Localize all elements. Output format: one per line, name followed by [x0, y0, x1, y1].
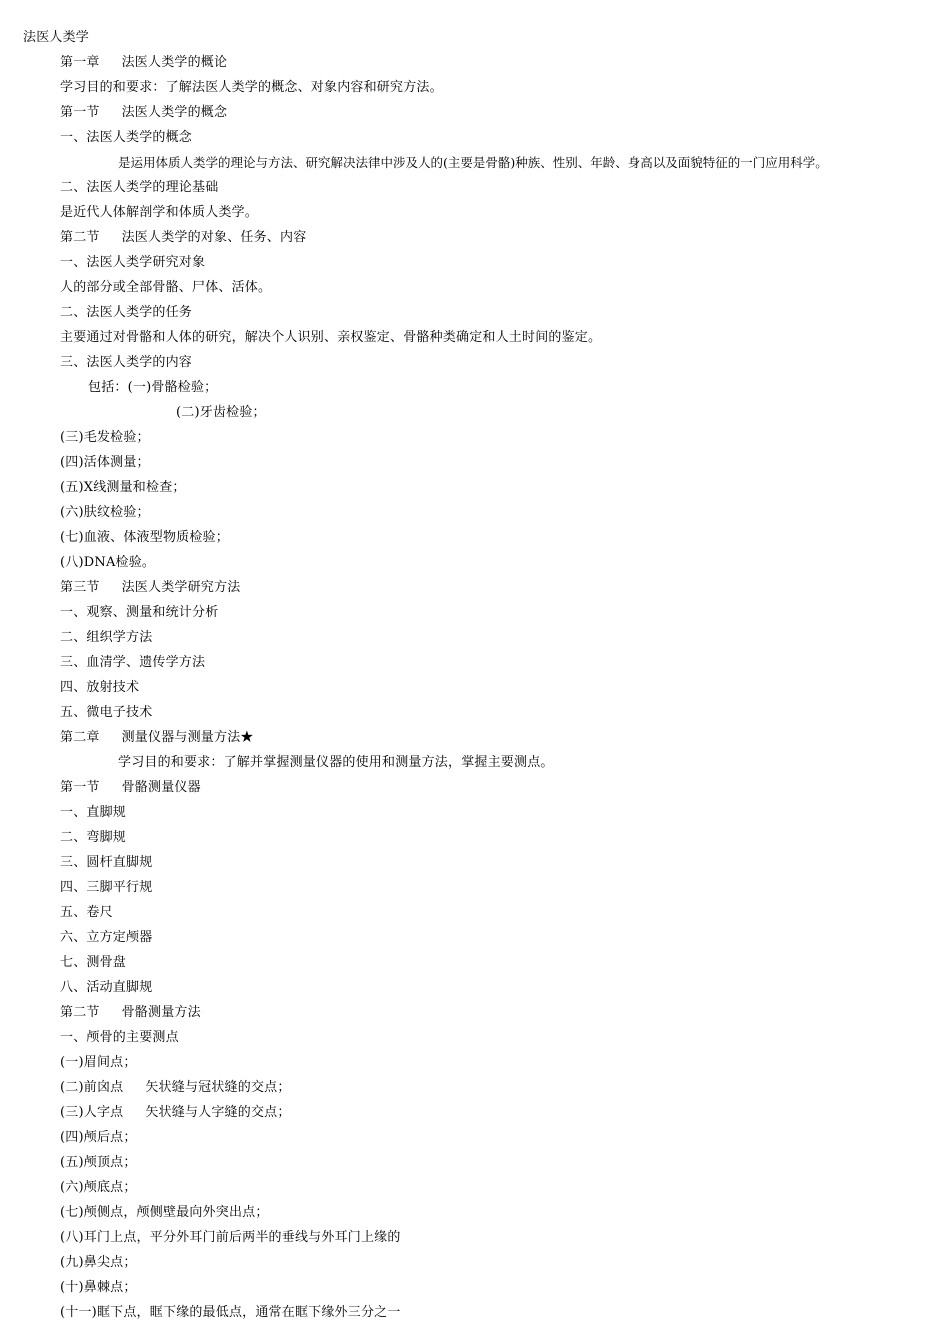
method-item: 四、放射技术 — [60, 680, 140, 695]
content-item: (三)毛发检验； — [60, 430, 150, 445]
section-1-1-title: 法医人类学的概念 — [121, 105, 228, 120]
section-1-2-heading — [60, 225, 306, 250]
subheading-concept: 一、法医人类学的概念 — [60, 130, 193, 145]
section-2-2-label: 第二节 — [60, 1005, 100, 1020]
subheading-theory: 二、法医人类学的理论基础 — [60, 180, 219, 195]
subheading-task: 二、法医人类学的任务 — [60, 305, 193, 320]
skull-point-name: (十)鼻棘点； — [60, 1280, 137, 1295]
skull-point-name: (一)眉间点； — [60, 1055, 137, 1070]
instrument-item: 三、圆杆直脚规 — [60, 855, 153, 870]
skull-point-name: (六)颅底点； — [60, 1180, 137, 1195]
skull-point — [60, 1050, 137, 1075]
instrument-item: 四、三脚平行规 — [60, 880, 153, 895]
subheading-content: 三、法医人类学的内容 — [60, 355, 193, 370]
section-2-2-title: 骨骼测量方法 — [121, 1005, 201, 1020]
instrument-item: 六、立方定颅器 — [60, 930, 153, 945]
instrument-item: 五、卷尺 — [60, 905, 113, 920]
skull-point — [60, 1275, 137, 1300]
section-1-2-label: 第二节 — [60, 230, 100, 245]
skull-point-desc: 矢状缝与人字缝的交点； — [145, 1105, 291, 1120]
paragraph-object: 人的部分或全部骨骼、尸体、活体。 — [60, 280, 272, 295]
section-1-3-label: 第三节 — [60, 580, 100, 595]
method-item: 三、血清学、遗传学方法 — [60, 655, 206, 670]
section-1-3-heading — [60, 575, 240, 600]
chapter-1-heading — [60, 50, 227, 75]
section-2-2-heading — [60, 1000, 201, 1025]
skull-point — [60, 1200, 269, 1225]
skull-point — [60, 1175, 137, 1200]
section-2-1-title: 骨骼测量仪器 — [121, 780, 201, 795]
skull-point-name: (四)颅后点； — [60, 1130, 137, 1145]
instrument-item: 七、测骨盘 — [60, 955, 127, 970]
section-1-2-title: 法医人类学的对象、任务、内容 — [121, 230, 307, 245]
skull-point-name: (三)人字点 — [60, 1105, 124, 1120]
skull-point-name: (七)颅侧点，颅侧壁最向外突出点； — [60, 1205, 269, 1220]
skull-point — [60, 1250, 137, 1275]
section-2-1-label: 第一节 — [60, 780, 100, 795]
content-intro: 包括：(一)骨骼检验； — [88, 380, 218, 395]
subheading-skull-points: 一、颅骨的主要测点 — [60, 1030, 179, 1045]
method-item: 一、观察、测量和统计分析 — [60, 605, 219, 620]
method-item: 二、组织学方法 — [60, 630, 153, 645]
section-1-1-heading — [60, 100, 227, 125]
skull-point-desc: 矢状缝与冠状缝的交点； — [145, 1080, 291, 1095]
content-item: (四)活体测量； — [60, 455, 150, 470]
skull-point — [60, 1225, 401, 1250]
section-1-1-label: 第一节 — [60, 105, 100, 120]
section-1-3-title: 法医人类学研究方法 — [121, 580, 241, 595]
content-item: (二)牙齿检验； — [176, 405, 266, 420]
method-item: 五、微电子技术 — [60, 705, 153, 720]
instrument-item: 一、直脚规 — [60, 805, 127, 820]
skull-point — [60, 1075, 291, 1100]
skull-point-name: (五)颅顶点； — [60, 1155, 137, 1170]
skull-point — [60, 1300, 401, 1325]
skull-point — [60, 1150, 137, 1175]
chapter-1-title: 法医人类学的概论 — [121, 55, 228, 70]
content-item: (五)X线测量和检查； — [60, 480, 186, 495]
chapter-2-objectives: 学习目的和要求：了解并掌握测量仪器的使用和测量方法，掌握主要测点。 — [118, 755, 554, 770]
skull-point-name: (八)耳门上点，平分外耳门前后两半的垂线与外耳门上缘的 — [60, 1230, 401, 1245]
paragraph-theory: 是近代人体解剖学和体质人类学。 — [60, 205, 259, 220]
chapter-2-heading — [60, 725, 254, 750]
instrument-item: 二、弯脚规 — [60, 830, 127, 845]
skull-point-name: (十一)眶下点，眶下缘的最低点，通常在眶下缘外三分之一 — [60, 1305, 401, 1320]
subheading-object: 一、法医人类学研究对象 — [60, 255, 206, 270]
chapter-1-label: 第一章 — [60, 55, 100, 70]
skull-point-name: (九)鼻尖点； — [60, 1255, 137, 1270]
chapter-1-objectives: 学习目的和要求：了解法医人类学的概念、对象内容和研究方法。 — [60, 80, 443, 95]
content-item: (六)肤纹检验； — [60, 505, 150, 520]
chapter-2-label: 第二章 — [60, 730, 100, 745]
chapter-2-title: 测量仪器与测量方法★ — [121, 730, 254, 745]
instrument-item: 八、活动直脚规 — [60, 980, 153, 995]
skull-point-name: (二)前囟点 — [60, 1080, 124, 1095]
skull-point — [60, 1100, 291, 1125]
content-item: (七)血液、体液型物质检验； — [60, 530, 229, 545]
section-2-1-heading — [60, 775, 201, 800]
content-item: (八)DNA检验。 — [60, 555, 156, 570]
skull-point — [60, 1125, 137, 1150]
paragraph-concept: 是运用体质人类学的理论与方法、研究解决法律中涉及人的(主要是骨骼)种族、性别、年龄、身高以及面貌特征的一门应用科学。 — [118, 155, 828, 170]
paragraph-task: 主要通过对骨骼和人体的研究，解决个人识别、亲权鉴定、骨骼种类确定和人土时间的鉴定。 — [60, 330, 602, 345]
document-title: 法医人类学 — [23, 30, 90, 45]
